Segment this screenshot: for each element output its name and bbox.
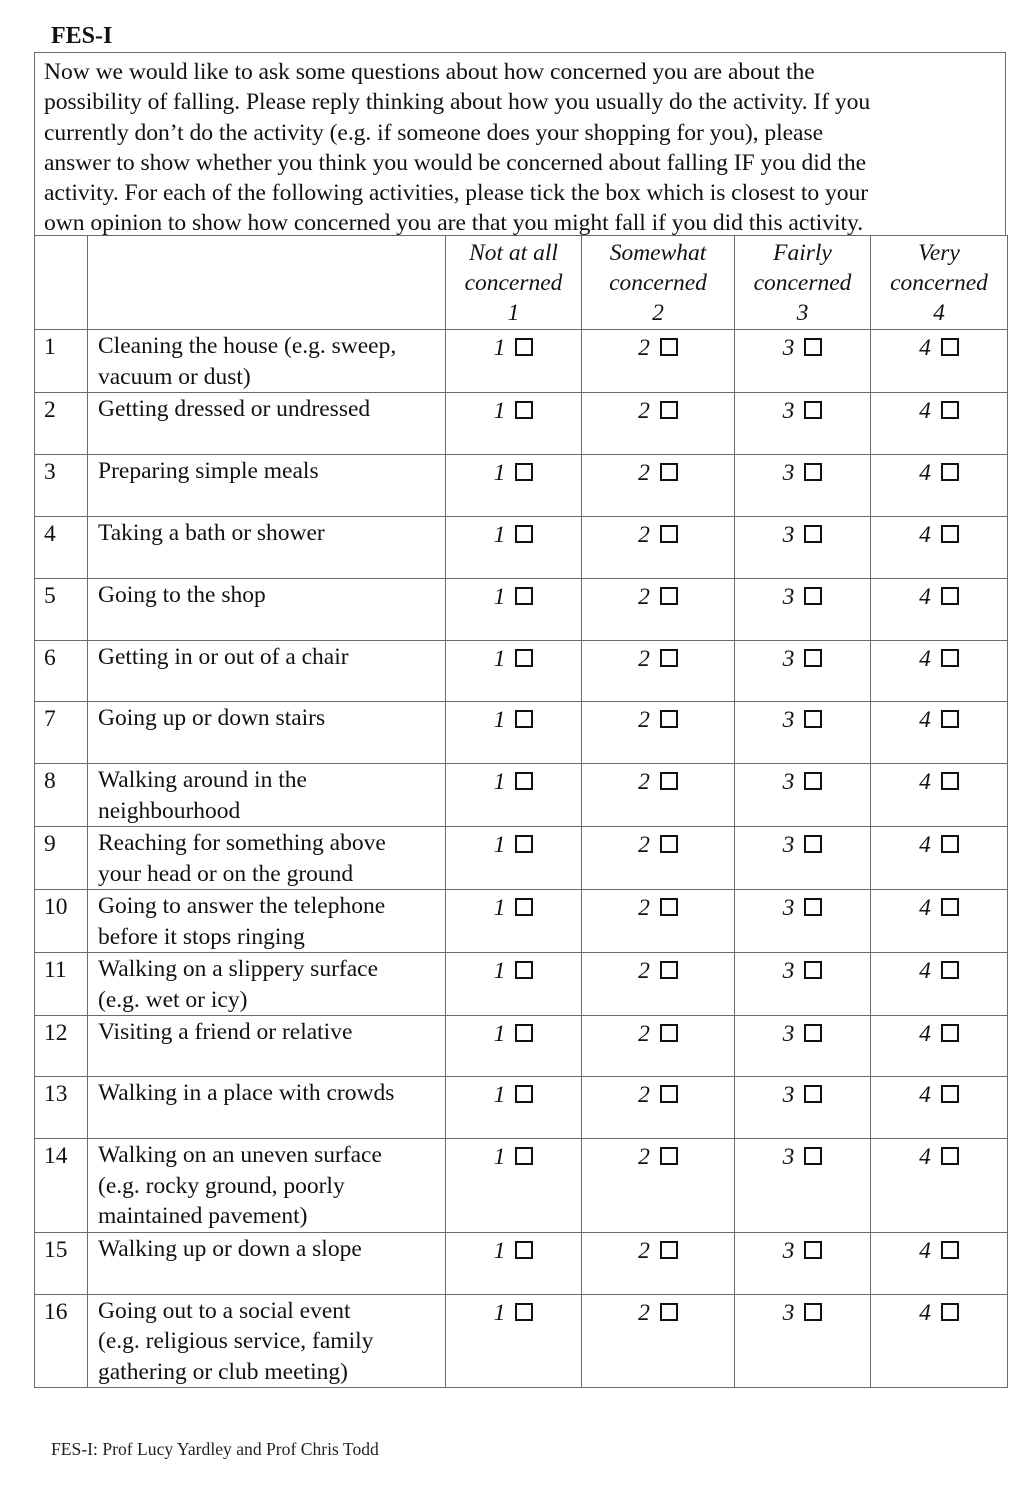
activity-text-line: Getting in or out of a chair [98,644,349,670]
checkbox-icon[interactable] [941,401,959,419]
checkbox-icon[interactable] [660,1024,678,1042]
question-activity [88,517,446,579]
response-option [582,517,735,579]
option-value: 3 [782,335,795,361]
response-option [446,393,582,455]
checkbox-icon[interactable] [515,1303,533,1321]
response-option [735,1077,871,1139]
option-value: 3 [782,958,795,984]
question-activity [88,702,446,764]
response-option [582,827,735,890]
checkbox-icon[interactable] [941,338,959,356]
question-row [35,1139,1008,1233]
option-value: 3 [782,398,795,424]
option-value: 4 [919,398,931,424]
option-value: 3 [782,646,795,672]
checkbox-icon[interactable] [515,1024,533,1042]
option-value: 3 [782,1237,795,1264]
response-option [871,1139,1008,1233]
response-option [446,330,582,393]
activity-text-line: Going up or down stairs [98,705,326,731]
form-title: FES-I [51,23,113,49]
response-option [871,641,1008,702]
checkbox-icon[interactable] [941,649,959,667]
response-option [735,393,871,455]
option-value: 2 [638,958,650,984]
checkbox-icon[interactable] [515,401,533,419]
checkbox-icon[interactable] [941,772,959,790]
question-row [35,641,1008,702]
checkbox-icon[interactable] [515,463,533,481]
checkbox-icon[interactable] [660,898,678,916]
instructions-line: activity. For each of the following activities, please tick the box which is closest to your [44,180,869,207]
checkbox-icon[interactable] [660,338,678,356]
question-row [35,1294,1008,1388]
checkbox-icon[interactable] [941,463,959,481]
option-value: 4 [919,1082,931,1108]
instructions-line: possibility of falling. Please reply thinking about how you usually do the activity. If you [44,89,871,116]
activity-text-line: (e.g. wet or icy) [98,986,248,1013]
checkbox-icon[interactable] [941,961,959,979]
activity-text-line: gathering or club meeting) [98,1358,348,1385]
option-value: 3 [782,1144,795,1170]
question-number: 13 [35,1077,88,1139]
checkbox-icon[interactable] [804,649,822,667]
response-option [446,702,582,764]
header-activity [88,236,446,330]
activity-text-line: before it stops ringing [98,923,305,950]
checkbox-icon[interactable] [804,1147,822,1165]
option-value: 4 [919,707,931,733]
option-value: 4 [919,1237,931,1264]
checkbox-icon[interactable] [804,835,822,853]
checkbox-icon[interactable] [941,525,959,543]
option-value: 4 [919,832,931,858]
option-value: 4 [919,958,931,984]
header-row [35,236,1008,330]
question-row [35,330,1008,393]
checkbox-icon[interactable] [804,961,822,979]
question-row [35,827,1008,890]
option-value: 2 [638,646,650,672]
response-option [446,1077,582,1139]
instructions-line: own opinion to show how concerned you are that you might fall if you did this activity. [44,210,864,237]
checkbox-icon[interactable] [941,1085,959,1103]
response-option [871,579,1008,641]
option-value: 4 [919,1021,931,1047]
question-row [35,1016,1008,1077]
response-option [446,764,582,827]
checkbox-icon[interactable] [804,710,822,728]
instructions-line: answer to show whether you think you would be concerned about falling IF you did the [44,149,867,176]
option-value: 2 [638,522,650,548]
checkbox-icon[interactable] [941,898,959,916]
checkbox-icon[interactable] [515,710,533,728]
activity-text-line: Going out to a social event [98,1297,351,1324]
response-option [735,330,871,393]
activity-text-line: Getting dressed or undressed [98,396,371,422]
instructions-line: Now we would like to ask some questions about how concerned you are about the [44,59,815,85]
response-option [446,1232,582,1294]
activity-text-line: Walking in a place with crowds [98,1080,395,1106]
option-value: 3 [782,832,795,858]
option-value: 2 [638,335,650,361]
response-option [582,890,735,953]
response-option [735,764,871,827]
option-value: 3 [782,522,795,548]
question-row [35,702,1008,764]
option-value: 2 [638,707,650,733]
response-option [446,1139,582,1233]
activity-text-line: Walking on a slippery surface [98,956,379,982]
question-number: 3 [35,455,88,517]
question-number: 8 [35,764,88,827]
checkbox-icon[interactable] [660,1085,678,1103]
response-option [735,827,871,890]
response-option [582,1294,735,1388]
activity-text-line: Walking on an uneven surface [98,1142,382,1168]
header-number [35,236,88,330]
checkbox-icon[interactable] [660,1303,678,1321]
instructions [34,52,1006,236]
option-value: 4 [919,769,931,795]
checkbox-icon[interactable] [515,772,533,790]
question-activity [88,579,446,641]
checkbox-icon[interactable] [804,1024,822,1042]
option-value: 1 [493,584,506,610]
footer-credit: FES-I: Prof Lucy Yardley and Prof Chris Todd [51,1439,379,1459]
checkbox-icon[interactable] [660,961,678,979]
question-number: 9 [35,827,88,890]
option-value: 1 [493,398,506,424]
checkbox-icon[interactable] [941,835,959,853]
activity-text-line: your head or on the ground [98,860,354,887]
response-option [446,455,582,517]
question-number: 11 [35,953,88,1016]
checkbox-icon[interactable] [660,649,678,667]
response-option [735,1232,871,1294]
question-number: 4 [35,517,88,579]
option-value: 1 [493,832,506,858]
checkbox-icon[interactable] [660,587,678,605]
activity-text-line: Cleaning the house (e.g. sweep, [98,333,397,359]
option-value: 3 [782,769,795,795]
checkbox-icon[interactable] [804,1241,822,1259]
activity-text-line: maintained pavement) [98,1203,308,1229]
response-option [446,641,582,702]
checkbox-icon[interactable] [660,1147,678,1165]
response-option [871,827,1008,890]
question-row [35,1232,1008,1294]
option-value: 2 [638,584,650,610]
response-option [735,455,871,517]
checkbox-icon[interactable] [515,898,533,916]
response-option [582,1077,735,1139]
option-value: 4 [919,584,931,610]
activity-text-line: Walking up or down a slope [98,1235,362,1262]
option-value: 1 [493,1299,506,1326]
option-value: 1 [493,958,506,984]
response-option [735,702,871,764]
checkbox-icon[interactable] [804,772,822,790]
question-activity [88,641,446,702]
response-option [871,890,1008,953]
question-number: 12 [35,1016,88,1077]
checkbox-icon[interactable] [941,1241,959,1259]
checkbox-icon[interactable] [515,1241,533,1259]
response-option [582,641,735,702]
checkbox-icon[interactable] [941,1147,959,1165]
option-value: 3 [782,584,795,610]
response-option [446,517,582,579]
response-option [871,1232,1008,1294]
question-number: 5 [35,579,88,641]
response-option [871,764,1008,827]
checkbox-icon[interactable] [515,835,533,853]
question-row [35,953,1008,1016]
checkbox-icon[interactable] [804,525,822,543]
activity-text-line: vacuum or dust) [98,363,251,390]
question-activity [88,393,446,455]
response-option [871,953,1008,1016]
question-activity [88,455,446,517]
option-value: 3 [782,707,795,733]
option-value: 4 [919,335,931,361]
option-value: 2 [638,460,650,486]
response-option [735,1139,871,1233]
question-number: 2 [35,393,88,455]
question-number: 10 [35,890,88,953]
checkbox-icon[interactable] [804,463,822,481]
response-option [871,1294,1008,1388]
activity-text-line: Walking around in the [98,767,307,793]
option-value: 4 [919,522,931,548]
header-not-at-all-concerned: Not at all concerned 1 [446,236,582,330]
checkbox-icon[interactable] [515,587,533,605]
checkbox-icon[interactable] [515,525,533,543]
response-option [446,890,582,953]
option-value: 1 [493,895,506,921]
activity-text-line: Taking a bath or shower [98,520,325,546]
checkbox-icon[interactable] [515,1085,533,1103]
response-option [446,953,582,1016]
response-option [446,1016,582,1077]
question-number: 1 [35,330,88,393]
activity-text-line: neighbourhood [98,797,241,824]
response-option [582,579,735,641]
checkbox-icon[interactable] [660,463,678,481]
response-option [582,702,735,764]
question-activity [88,1232,446,1294]
question-activity [88,953,446,1016]
activity-text-line: (e.g. rocky ground, poorly [98,1172,345,1199]
question-activity [88,1016,446,1077]
response-option [871,702,1008,764]
response-option [871,1016,1008,1077]
activity-text-line: Reaching for something above [98,830,386,856]
response-option [871,1077,1008,1139]
option-value: 1 [493,1237,506,1264]
checkbox-icon[interactable] [515,961,533,979]
option-value: 3 [782,1082,795,1108]
question-row [35,890,1008,953]
option-value: 2 [638,1082,650,1108]
checkbox-icon[interactable] [941,1024,959,1042]
checkbox-icon[interactable] [941,587,959,605]
checkbox-icon[interactable] [660,835,678,853]
option-value: 2 [638,1021,650,1047]
response-option [582,1139,735,1233]
response-option [735,890,871,953]
response-option [735,953,871,1016]
response-option [446,1294,582,1388]
option-value: 1 [493,769,506,795]
checkbox-icon[interactable] [804,401,822,419]
activity-text-line: Going to answer the telephone [98,893,386,919]
option-value: 2 [638,1299,650,1326]
checkbox-icon[interactable] [804,898,822,916]
option-value: 1 [493,460,506,486]
option-value: 1 [493,1021,506,1047]
response-option [871,455,1008,517]
option-value: 4 [919,460,931,486]
activity-text-line: Visiting a friend or relative [98,1019,353,1045]
option-value: 4 [919,1299,931,1326]
instructions-line: currently don’t do the activity (e.g. if someone does your shopping for you), please [44,119,824,146]
question-activity [88,1294,446,1388]
option-value: 1 [493,1144,506,1170]
response-option [582,1232,735,1294]
checkbox-icon[interactable] [515,1147,533,1165]
response-option [735,1294,871,1388]
response-option [871,393,1008,455]
option-value: 3 [782,895,795,921]
checkbox-icon[interactable] [660,772,678,790]
response-option [735,517,871,579]
response-option [446,579,582,641]
question-number: 15 [35,1232,88,1294]
checkbox-icon[interactable] [660,401,678,419]
response-option [735,1016,871,1077]
response-option [871,517,1008,579]
option-value: 2 [638,832,650,858]
option-value: 2 [638,1237,650,1264]
checkbox-icon[interactable] [660,525,678,543]
option-value: 1 [493,646,506,672]
header-fairly-concerned: Fairly concerned 3 [735,236,871,330]
question-activity [88,890,446,953]
response-option [582,953,735,1016]
option-value: 2 [638,895,650,921]
question-row [35,455,1008,517]
activity-text-line: Preparing simple meals [98,458,319,484]
option-value: 4 [919,646,931,672]
checkbox-icon[interactable] [515,649,533,667]
response-option [582,1016,735,1077]
option-value: 3 [782,1021,795,1047]
activity-text-line: Going to the shop [98,582,266,608]
option-value: 3 [782,460,795,486]
header-somewhat-concerned: Somewhat concerned 2 [582,236,735,330]
response-option [582,455,735,517]
question-number: 16 [35,1294,88,1388]
question-row [35,393,1008,455]
option-value: 3 [782,1299,795,1326]
checkbox-icon[interactable] [660,1241,678,1259]
option-value: 1 [493,522,506,548]
option-value: 1 [493,1082,506,1108]
checkbox-icon[interactable] [941,710,959,728]
option-value: 4 [919,1144,931,1170]
question-number: 7 [35,702,88,764]
checkbox-icon[interactable] [804,1303,822,1321]
header-very-concerned: Very concerned 4 [871,236,1008,330]
checkbox-icon[interactable] [804,338,822,356]
checkbox-icon[interactable] [804,1085,822,1103]
question-number: 14 [35,1139,88,1233]
question-row [35,764,1008,827]
response-option [735,641,871,702]
question-activity [88,827,446,890]
question-row [35,1077,1008,1139]
checkbox-icon[interactable] [660,710,678,728]
response-option [871,330,1008,393]
response-option [582,330,735,393]
checkbox-icon[interactable] [941,1303,959,1321]
question-activity [88,764,446,827]
question-row [35,517,1008,579]
response-option [446,827,582,890]
question-activity [88,1077,446,1139]
option-value: 4 [919,895,931,921]
response-option [582,393,735,455]
option-value: 1 [493,335,506,361]
option-value: 2 [638,769,650,795]
checkbox-icon[interactable] [804,587,822,605]
question-activity [88,1139,446,1233]
checkbox-icon[interactable] [515,338,533,356]
question-row [35,579,1008,641]
questionnaire-table [34,235,1008,1388]
response-option [582,764,735,827]
option-value: 2 [638,398,650,424]
activity-text-line: (e.g. religious service, family [98,1328,374,1354]
option-value: 1 [493,707,506,733]
question-number: 6 [35,641,88,702]
question-activity [88,330,446,393]
response-option [735,579,871,641]
option-value: 2 [638,1144,650,1170]
